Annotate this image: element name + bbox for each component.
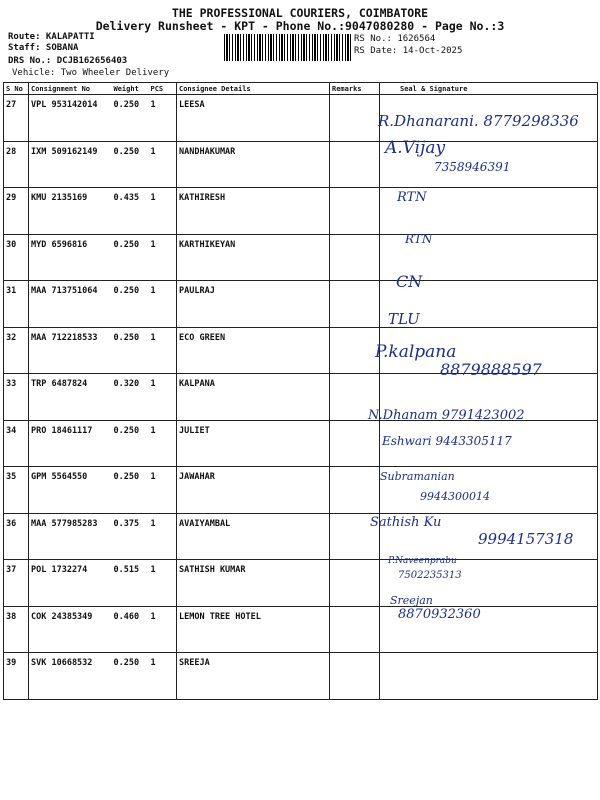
cell-pcs: 1 (149, 327, 177, 374)
col-consignee: Consignee Details (177, 83, 330, 95)
col-remarks: Remarks (330, 83, 380, 95)
col-weight: Weight (112, 83, 149, 95)
staff-label: Staff: SOBANA (8, 43, 79, 53)
signature: Sreejan (390, 594, 433, 607)
cell-weight: 0.250 (112, 420, 149, 467)
cell-consignment: IXM 509162149 (29, 141, 112, 188)
cell-consignee: JAWAHAR (177, 467, 330, 514)
cell-consignee: AVAIYAMBAL (177, 513, 330, 560)
cell-weight: 0.250 (112, 95, 149, 142)
cell-consignment: MYD 6596816 (29, 234, 112, 281)
cell-sno: 28 (4, 141, 29, 188)
col-consignment: Consignment No (29, 83, 112, 95)
table-row (4, 467, 598, 514)
table-row (4, 560, 598, 607)
table-header-row (4, 83, 598, 95)
cell-sno: 27 (4, 95, 29, 142)
cell-pcs: 1 (149, 467, 177, 514)
route-label: Route: KALAPATTI (8, 32, 95, 42)
cell-consignee: KARTHIKEYAN (177, 234, 330, 281)
cell-consignment: POL 1732274 (29, 560, 112, 607)
rs-date: RS Date: 14-Oct-2025 (354, 46, 463, 56)
cell-pcs: 1 (149, 281, 177, 328)
signature-phone: 8870932360 (398, 607, 481, 622)
col-pcs: PCS (149, 83, 177, 95)
cell-weight: 0.250 (112, 234, 149, 281)
signature-phone: 9994157318 (478, 530, 574, 548)
cell-remarks (330, 420, 380, 467)
signature-phone: 7502235313 (398, 570, 462, 581)
cell-consignment: GPM 5564550 (29, 467, 112, 514)
runsheet-table (3, 82, 598, 700)
table-row (4, 234, 598, 281)
cell-consignment: COK 24385349 (29, 606, 112, 653)
cell-pcs: 1 (149, 141, 177, 188)
cell-pcs: 1 (149, 560, 177, 607)
table-row (4, 188, 598, 235)
signature: Sathish Ku (370, 515, 442, 530)
cell-consignee: PAULRAJ (177, 281, 330, 328)
cell-weight: 0.320 (112, 374, 149, 421)
cell-pcs: 1 (149, 653, 177, 700)
cell-seal (380, 653, 598, 700)
cell-sno: 34 (4, 420, 29, 467)
table-row (4, 653, 598, 700)
signature-phone: 7358946391 (434, 160, 511, 174)
cell-sno: 37 (4, 560, 29, 607)
cell-pcs: 1 (149, 513, 177, 560)
cell-consignee: SATHISH KUMAR (177, 560, 330, 607)
vehicle-label: Vehicle: Two Wheeler Delivery (12, 68, 170, 78)
cell-weight: 0.435 (112, 188, 149, 235)
cell-consignee: KALPANA (177, 374, 330, 421)
cell-sno: 29 (4, 188, 29, 235)
cell-consignment: PRO 18461117 (29, 420, 112, 467)
cell-pcs: 1 (149, 188, 177, 235)
cell-pcs: 1 (149, 234, 177, 281)
cell-remarks (330, 234, 380, 281)
cell-remarks (330, 606, 380, 653)
cell-remarks (330, 188, 380, 235)
cell-consignee: ECO GREEN (177, 327, 330, 374)
col-sno: S No (4, 83, 29, 95)
cell-sno: 33 (4, 374, 29, 421)
cell-consignment: MAA 712218533 (29, 327, 112, 374)
signature: CN (396, 272, 423, 291)
signature: P.kalpana (375, 342, 457, 362)
cell-sno: 32 (4, 327, 29, 374)
runsheet-title: Delivery Runsheet - KPT - Phone No.:9047080280 - Page No.:3 (95, 19, 505, 33)
cell-pcs: 1 (149, 606, 177, 653)
cell-weight: 0.250 (112, 653, 149, 700)
cell-pcs: 1 (149, 420, 177, 467)
cell-weight: 0.250 (112, 467, 149, 514)
cell-weight: 0.515 (112, 560, 149, 607)
cell-consignment: SVK 10668532 (29, 653, 112, 700)
signature: RTN (397, 190, 427, 205)
cell-remarks (330, 327, 380, 374)
cell-weight: 0.375 (112, 513, 149, 560)
cell-consignee: SREEJA (177, 653, 330, 700)
cell-weight: 0.460 (112, 606, 149, 653)
cell-consignee: JULIET (177, 420, 330, 467)
cell-pcs: 1 (149, 95, 177, 142)
signature: Eshwari 9443305117 (382, 434, 512, 448)
company-name: THE PROFESSIONAL COURIERS, COIMBATORE (171, 6, 429, 20)
cell-weight: 0.250 (112, 327, 149, 374)
cell-weight: 0.250 (112, 281, 149, 328)
cell-consignee: NANDHAKUMAR (177, 141, 330, 188)
signature: N.Dhanam 9791423002 (368, 408, 525, 423)
table-row (4, 606, 598, 653)
cell-consignment: MAA 577985283 (29, 513, 112, 560)
cell-consignee: LEESA (177, 95, 330, 142)
cell-remarks (330, 281, 380, 328)
signature: A.Vijay (385, 138, 446, 158)
cell-consignment: TRP 6487824 (29, 374, 112, 421)
cell-sno: 30 (4, 234, 29, 281)
cell-weight: 0.250 (112, 141, 149, 188)
signature-phone: 8879888597 (440, 360, 542, 379)
rs-number: RS No.: 1626564 (354, 34, 436, 44)
cell-remarks (330, 560, 380, 607)
table-row (4, 281, 598, 328)
cell-consignment: KMU 2135169 (29, 188, 112, 235)
barcode-image (224, 34, 352, 61)
signature: P.Naveenprabu (388, 556, 457, 566)
cell-remarks (330, 141, 380, 188)
cell-sno: 35 (4, 467, 29, 514)
cell-sno: 31 (4, 281, 29, 328)
cell-consignee: KATHIRESH (177, 188, 330, 235)
cell-remarks (330, 653, 380, 700)
cell-pcs: 1 (149, 374, 177, 421)
cell-consignment: VPL 953142014 (29, 95, 112, 142)
signature: Subramanian (380, 470, 455, 483)
cell-remarks (330, 467, 380, 514)
cell-consignee: LEMON TREE HOTEL (177, 606, 330, 653)
cell-sno: 39 (4, 653, 29, 700)
cell-sno: 38 (4, 606, 29, 653)
signature-phone: 9944300014 (420, 490, 490, 503)
cell-remarks (330, 95, 380, 142)
cell-sno: 36 (4, 513, 29, 560)
col-seal: Seal & Signature (380, 83, 598, 95)
signature: TLU (388, 310, 420, 328)
signature: R.Dhanarani. 8779298336 (378, 112, 579, 130)
drs-number: DRS No.: DCJB162656403 (8, 56, 128, 66)
cell-consignment: MAA 713751064 (29, 281, 112, 328)
signature: RTN (405, 232, 433, 246)
